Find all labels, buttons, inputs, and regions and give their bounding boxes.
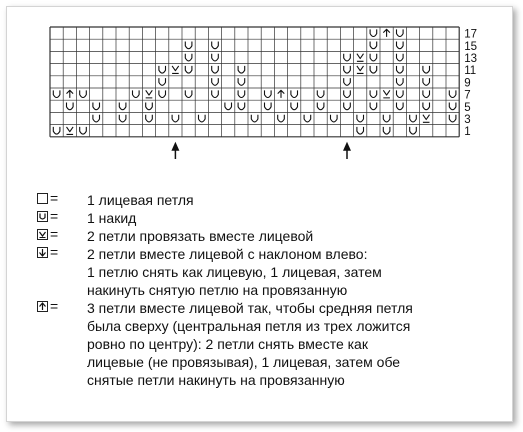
row-number-label: 11	[464, 65, 477, 78]
yarn-over-symbol-icon	[37, 211, 48, 222]
centered-double-decrease-symbol-icon	[37, 301, 48, 312]
legend-equals: =	[50, 298, 59, 314]
arrow-head-icon	[343, 142, 351, 151]
row-number-label: 5	[464, 101, 471, 114]
legend-equals: =	[50, 190, 59, 206]
legend-text-k2tog: 2 петли провязать вместе лицевой	[87, 228, 314, 244]
legend-text-yarn-over: 1 накид	[87, 210, 137, 226]
knitting-chart	[7, 7, 512, 197]
legend-equals: =	[50, 208, 59, 224]
empty-square-symbol-icon	[37, 193, 48, 204]
legend-text-centered-double-decrease: 3 петли вместе лицевой так, чтобы средняя петля была сверху (центральная петля из трех ложится ровно по центру): 2 петли снять вместе как лицевые (не провязывая), 1 лицевая, затем обе снятые петли накинуть на провязанную	[87, 300, 413, 388]
legend-equals: =	[50, 226, 59, 242]
legend-text-knit: 1 лицевая петля	[87, 192, 194, 208]
row-number-label: 3	[464, 114, 471, 126]
legend-equals: =	[50, 244, 59, 260]
legend-text-ssk: 2 петли вместе лицевой с наклоном влево: 1 петлю снять как лицевую, 1 лицевая, затем накинуть снятую петлю на провязанную	[87, 246, 382, 298]
row-number-label: 1	[464, 126, 471, 139]
k2tog-symbol-icon	[37, 229, 48, 240]
arrow-head-icon	[171, 142, 179, 151]
row-number-label: 17	[464, 28, 477, 41]
row-number-label: 13	[464, 53, 477, 65]
chart-grid-background	[50, 27, 459, 137]
pattern-frame	[6, 6, 513, 422]
row-number-label: 7	[464, 89, 471, 102]
ssk-symbol-icon	[37, 247, 48, 258]
row-number-label: 15	[464, 40, 477, 53]
row-number-label: 9	[464, 77, 471, 90]
